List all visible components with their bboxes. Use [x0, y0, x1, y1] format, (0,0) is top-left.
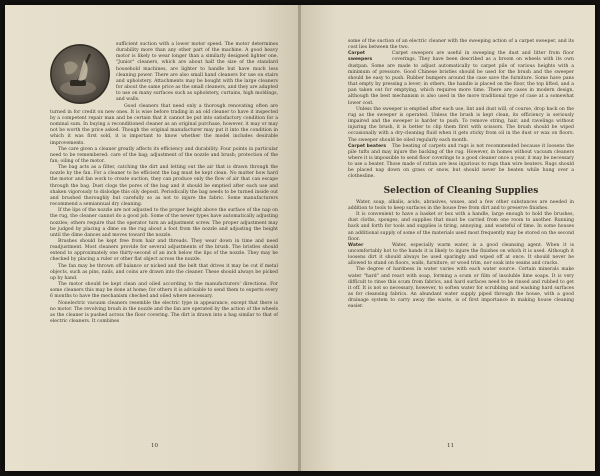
left-paragraph-5: If the lips of the nozzle are not adjusted to the proper height above the surface of the nap on the rug, the cleaner cannot do a good job. Some of the newer types have automatically adjusting nozzles; others require that the operator turn an adjustment screw. The proper adjustment may be judged by placing a dime on the rug about a foot from the nozzle and adjusting the height until the dime dances and moves toward the nozzle.	[50, 208, 278, 238]
left-page	[5, 5, 299, 471]
carpet-sweepers-text: Carpet sweepers are useful in sweeping the dust and litter from floor coverings. They have been described as a broom on wheels with its own dustpan. Some are made to adjust automatically to carpet pile of various heights with a minimum of pressure. Good Chinese bristles should be used for the brush and the sweeper should be easy to push. Rubber bumpers around the case save the furniture. Some have pans that empty by pressing a lever; in others, the handle is placed on the floor, the top lifted, and a pan taken out for emptying, which requires more time. There are cases in modern design, although the best mechanism is also used in the more traditional type of case at a somewhat lower cost.	[348, 51, 574, 106]
water-paragraph	[348, 243, 574, 268]
right-page	[301, 5, 595, 471]
hardness-paragraph: The degree of hardness in water varies with each water source. Certain minerals make water "hard" and react with soap, forming a scum or film of insoluble lime soaps. It is very difficult to rinse this scum from fabrics, and hard surfaces need to be rinsed and rubbed to get it off. It is not so necessary, however, to soften water for scrubbing and washing hard surfaces as for cleansing fabrics. An abundant water supply piped through the house, with a good drainage system to carry away the waste, is of first importance in making house cleaning easier.	[348, 267, 574, 310]
unless-paragraph: Unless the sweeper is emptied after each use, lint and dust will, of course, drop back on the rug as the sweeper is operated. Unless the brush is kept clean, its efficiency is seriously impaired and the sweeper is harder to push. To remove string, hair, and ravelings without injuring the brush, it is better to clip them first with scissors. The brush should be wiped occasionally with a dry-cleaning fluid when it gets sticky from oil in the dust or wax on floors. The sweeper should be oiled regularly each month.	[348, 106, 574, 143]
carpet-beaters-text: The beating of carpets and rugs is not recommended because it loosens the pile tufts and may injure the backing of the rug. However, in homes without vacuum cleaners where it is impossible to send floor coverings to a good cleaner once a year, it may be necessary to use a beater. Those made of rattan are less injurious to rugs than wire beaters. Rugs should be placed nap down on grass or snow, but should never be beaten while hung over a clothesline.	[348, 143, 574, 180]
left-text-column	[50, 42, 278, 325]
vacuum-illustration	[50, 44, 110, 104]
carpet-sweepers-label: Carpet sweepers	[348, 51, 373, 63]
left-paragraph-2: Good cleaners that need only a thorough renovating often are turned in for credit on new ones. It is wise before trading in an old cleaner to have it inspected by a competent repair man and be certain that it cannot be put into satisfactory condition for a nominal sum. In buying a reconditioned cleaner as an original purchase, however, it may or may not be worth the price asked. Though the original manufacturer may put it into the condition in which it was first sold, it is important to know whether the model includes desirable improvements.	[50, 103, 278, 146]
left-paragraph-8: The motor should be kept clean and oiled according to the manufacturers' directions. For some cleaners this may be done at home; for others it is advisable to send them to experts every 6 months to have the mechanism checked and oiled where necessary.	[50, 282, 278, 300]
convenient-paragraph: It is convenient to have a basket or box with a handle, large enough to hold the brushes, dust cloths, sponges, and supplies that must be carried from one room to another. Running back and forth for tools and supplies is tiring, annoying, and wasteful of time. In some houses an additional supply of some of the materials used most frequently may be stored on the second floor.	[348, 212, 574, 242]
left-paragraph-3: The care given a cleaner greatly affects its efficiency and durability. Four points in particular need to be remembered: care of the bag; adjustment of the nozzle and brush; protection of the fan; oiling of the motor.	[50, 146, 278, 164]
carpet-sweepers-paragraph	[348, 51, 574, 106]
water-label: Water	[348, 242, 364, 248]
right-text-column	[348, 39, 574, 311]
left-page-number: 10	[151, 443, 158, 449]
section-heading: Selection of Cleaning Supplies	[383, 185, 539, 196]
left-paragraph-1: sufficient suction with a lower motor speed. The motor determines durability more than any other part of the machine. A good heavy motor is likely to wear longer than a similarly designed lighter one. "Junior" cleaners, which are about half the size of the standard household machines, are lighter to handle but have much less cleaning power. There are also small hand cleaners for use on stairs and upholstery. Attachments may be bought with the large cleaners for about the same price as the small cleaners, and they are adapted to use on many surfaces such as upholstery, curtains, high moldings, and walls.	[116, 42, 278, 103]
left-paragraph-4: The bag acts as a filter, catching the dirt and letting out the air that is drawn through the nozzle by the fan. For a cleaner to be efficient the bag must be kept clean. No matter how hard the motor and fan work to create suction, they can produce only the flow of air that can escape through the bag. Dust clogs the pores of the bag and it should be emptied after each use and shaken vigorously to dislodge this oily deposit. Periodically the bag needs to be turned inside out and brushed thoroughly but carefully so as not to injure the fabric. Some manufacturers recommend a semiannual dry cleaning.	[50, 165, 278, 208]
water-text: Water, especially warm water, is a good cleansing agent. When it is uncomfortably hot to the hands it is likely to injure the finishes on which it is used. Although it loosens dirt it should always be used sparingly and wiped off at once. It should never be allowed to stand on floors, walls, furniture, or wood trim, nor soak into seams and cracks.	[348, 242, 574, 267]
water-soap-paragraph: Water, soap, alkalis, acids, abrasives, waxes, and a few other substances are needed in addition to tools to keep surfaces in the house free from dirt and to preserve finishes.	[348, 199, 574, 211]
right-page-number: 11	[447, 443, 454, 449]
vacuum-cleaner-photo	[50, 44, 110, 104]
right-intro: some of the suction of an electric cleaner with the sweeping action of a carpet sweeper, and its cost lies between the two.	[348, 39, 574, 51]
left-paragraph-7: The fan may be thrown off balance or nicked and the belt that drives it may be cut if metal objects, such as pins, nails, and coins are drawn into the cleaner. These should always be picked up by hand.	[50, 263, 278, 281]
booklet-spread	[5, 5, 595, 471]
carpet-beaters-label: Carpet beaters	[348, 143, 387, 149]
left-paragraph-9: Nonelectric vacuum cleaners resemble the electric type in appearance, except that there is no motor. The revolving brush in the nozzle and the fan are operated by the action of the wheels as the cleaner is pushed across the floor covering. The dirt is drawn into a bag similar to that of electric cleaners. It combines	[50, 300, 278, 325]
left-paragraph-6: Brushes should be kept free from hair and threads. They wear down in time and need readjustment. Most cleaners provide for several adjustments of the brush. The bristles should extend to approximately one thirty-second of an inch below the lips of the nozzle. They may be checked by placing a ruler or other flat object across the nozzle.	[50, 239, 278, 263]
carpet-beaters-paragraph	[348, 144, 574, 181]
